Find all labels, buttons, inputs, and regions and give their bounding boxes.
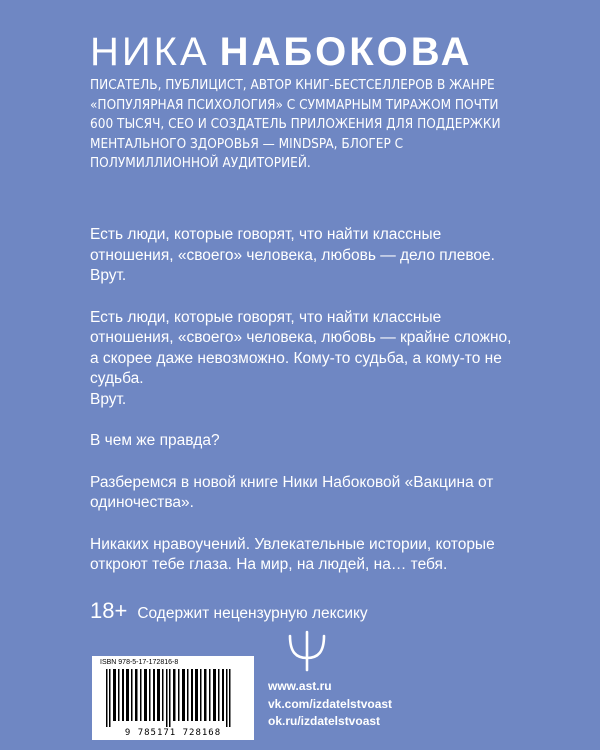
author-bio — [90, 76, 520, 174]
author-name — [90, 30, 473, 74]
publisher-links — [268, 678, 392, 731]
paragraph-1-tail: Врут. — [90, 267, 127, 284]
link-vk[interactable]: vk.com/izdatelstvoast — [268, 696, 393, 711]
barcode-bars-icon — [100, 669, 246, 727]
author-first-name: НИКА — [90, 30, 210, 74]
author-last-name: НАБОКОВА — [219, 30, 473, 74]
paragraph-1-text: Есть люди, которые говорят, что найти классные отношения, «своего» человека, любовь — дело плевое. — [90, 226, 495, 264]
paragraph-2 — [90, 308, 520, 411]
psi-icon — [286, 630, 328, 672]
bio-text: ПИСАТЕЛЬ, ПУБЛИЦИСТ, АВТОР КНИГ-БЕСТСЕЛЛЕРОВ В ЖАНРЕ «ПОПУЛЯРНАЯ ПСИХОЛОГИЯ» С СУММАРНЫМ ТИРАЖОМ ПОЧТИ 600 ТЫСЯЧ, CEO И СОЗДАТЕЛЬ ПРИЛОЖЕНИЯ ДЛЯ ПОДДЕРЖКИ МЕНТАЛЬНОГО ЗДОРОВЬЯ — MINDSPA, БЛОГЕР С ПОЛУМИЛЛИОННОЙ АУДИТОРИЕЙ. — [90, 77, 501, 171]
paragraph-5: Никаких нравоучений. Увлекательные истории, которые откроют тебе глаза. На мир, на людей, на… тебя. — [90, 535, 495, 573]
isbn-label: ISBN 978-5-17-172816-8 — [100, 659, 179, 666]
paragraph-1 — [90, 225, 520, 287]
age-rating-label: 18+ — [90, 598, 128, 623]
barcode — [92, 656, 254, 740]
link-ok[interactable]: ok.ru/izdatelstvoast — [268, 714, 381, 728]
annotation — [90, 225, 520, 597]
paragraph-2-text: Есть люди, которые говорят, что найти классные отношения, «своего» человека, любовь — крайне сложно, а скорее даже невозможно. Кому-то судьба, а кому-то не судьба. — [90, 308, 512, 387]
paragraph-2-tail: Врут. — [90, 390, 127, 408]
age-rating-warning: Содержит нецензурную лексику — [137, 605, 368, 622]
barcode-digits: 9 785171 728168 — [124, 728, 222, 738]
age-rating — [90, 598, 368, 624]
link-site[interactable]: www.ast.ru — [268, 679, 332, 693]
paragraph-3: В чем же правда? — [90, 432, 220, 449]
paragraph-4: Разберемся в новой книге Ники Набоковой «Вакцина от одиночества». — [90, 473, 494, 511]
